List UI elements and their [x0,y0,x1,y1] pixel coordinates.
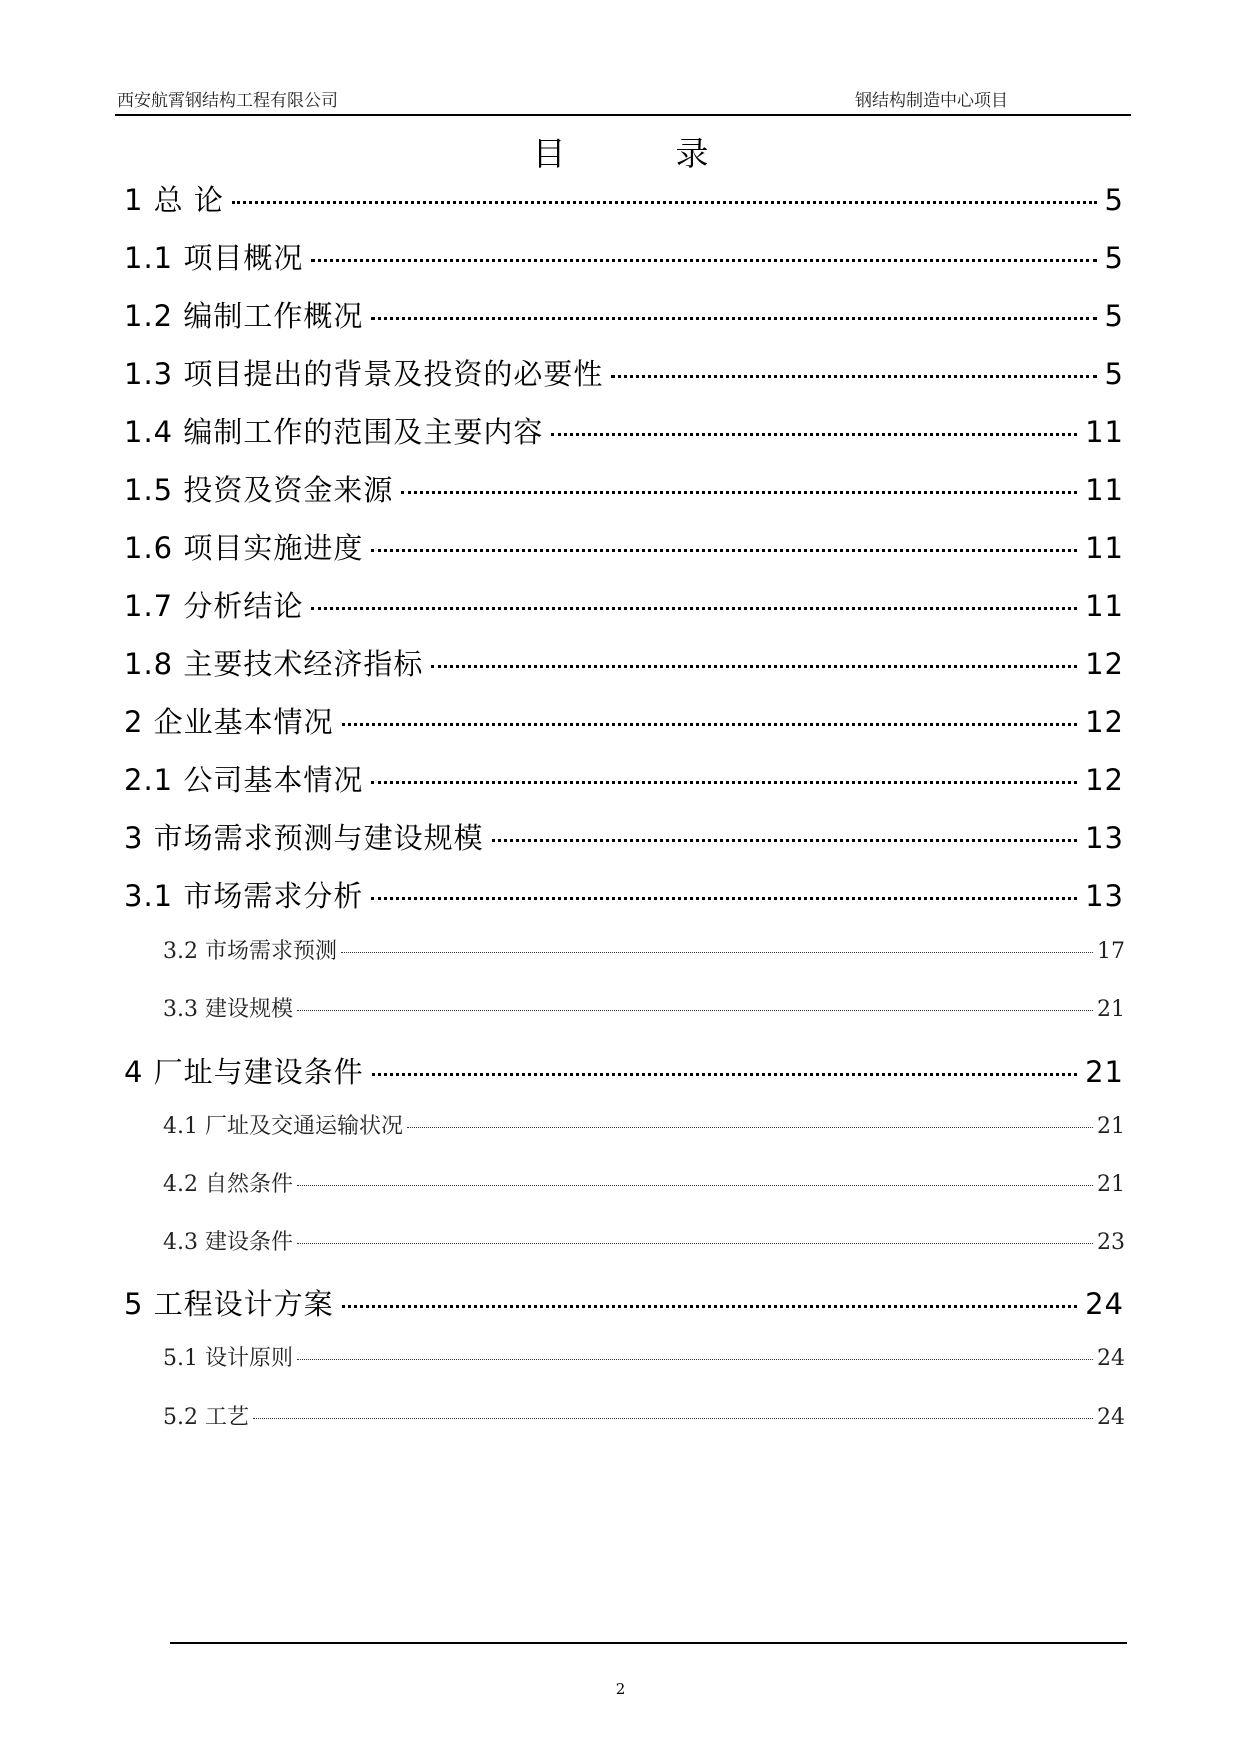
toc-leader-dots [341,952,1093,953]
toc-entry[interactable] [124,236,1124,277]
toc-leader-dots [492,839,1077,842]
toc-leader-dots [551,433,1077,436]
header-company: 西安航霄钢结构工程有限公司 [117,91,338,111]
header-project: 钢结构制造中心项目 [855,91,1008,111]
toc-entry-page: 17 [1097,939,1125,964]
toc-entry[interactable] [163,1167,1125,1198]
toc-leader-dots [297,1359,1093,1360]
toc-leader-dots [371,549,1077,552]
toc-leader-dots [311,607,1077,610]
page-number: 2 [615,1680,626,1698]
toc-entry-label: 5 工程设计方案 [124,1287,334,1321]
toc-entry[interactable] [124,584,1124,625]
toc-leader-dots [372,1073,1077,1076]
toc-entry[interactable] [124,294,1124,335]
toc-entry-label: 1.6 项目实施进度 [124,531,364,565]
toc-entry-label: 2.1 公司基本情况 [124,763,364,797]
toc-entry[interactable] [163,1400,1125,1431]
toc-leader-dots [297,1010,1093,1011]
toc-entry[interactable] [124,526,1124,567]
toc-entry-label: 1.1 项目概况 [124,241,304,275]
toc-entry-page: 11 [1085,473,1124,507]
toc-leader-dots [342,1305,1077,1308]
toc-entry-label: 1.5 投资及资金来源 [124,473,394,507]
toc-entry[interactable] [124,352,1124,393]
toc-entry[interactable] [124,1050,1124,1091]
toc-entry-page: 5 [1104,241,1124,275]
toc-entry[interactable] [124,642,1124,683]
toc-leader-dots [431,665,1077,668]
toc-leader-dots [311,259,1096,262]
toc-entry-page: 5 [1104,357,1124,391]
toc-entry[interactable] [163,934,1125,965]
toc-entry-page: 24 [1085,1287,1124,1321]
toc-entry-page: 13 [1085,879,1124,913]
toc-leader-dots [342,723,1077,726]
toc-entry[interactable] [163,1225,1125,1256]
footer-divider [170,1642,1127,1644]
toc-entry-page: 12 [1085,705,1124,739]
toc-leader-dots [401,491,1077,494]
toc-leader-dots [371,317,1096,320]
toc-entry-label: 1.7 分析结论 [124,589,304,623]
toc-entry-page: 11 [1085,415,1124,449]
toc-entry-label: 1.8 主要技术经济指标 [124,647,424,681]
toc-entry-label: 1.3 项目提出的背景及投资的必要性 [124,357,604,391]
toc-entry-page: 21 [1097,997,1125,1022]
toc-entry-label: 4.2 自然条件 [163,1172,293,1197]
toc-leader-dots [232,201,1097,204]
toc-entry-page: 21 [1097,1114,1125,1139]
toc-entry[interactable] [124,410,1124,451]
toc-entry[interactable] [163,1109,1125,1140]
toc-entry-page: 24 [1097,1346,1125,1371]
header-divider [115,114,1131,116]
toc-entry-page: 11 [1085,589,1124,623]
toc-leader-dots [253,1418,1093,1419]
toc-entry-page: 5 [1104,299,1124,333]
toc-entry[interactable] [124,816,1124,857]
toc-leader-dots [371,781,1077,784]
toc-leader-dots [371,897,1077,900]
toc-entry[interactable] [124,468,1124,509]
toc-entry-label: 5.1 设计原则 [163,1346,293,1371]
toc-entry[interactable] [124,1282,1124,1323]
toc-entry-page: 12 [1085,647,1124,681]
toc-entry-label: 3.1 市场需求分析 [124,879,364,913]
toc-entry-page: 13 [1085,821,1124,855]
toc-entry-page: 24 [1097,1405,1125,1430]
toc-entry[interactable] [124,178,1124,219]
toc-entry-page: 5 [1104,183,1124,217]
toc-entry[interactable] [124,874,1124,915]
toc-entry-label: 4.1 厂址及交通运输状况 [163,1114,403,1139]
toc-entry-label: 2 企业基本情况 [124,705,334,739]
toc-entry-label: 5.2 工艺 [163,1405,249,1430]
toc-entry[interactable] [163,1341,1125,1372]
toc-entry-page: 23 [1097,1230,1125,1255]
toc-entry-label: 3 市场需求预测与建设规模 [124,821,484,855]
toc-entry[interactable] [124,700,1124,741]
toc-entry-label: 4.3 建设条件 [163,1230,293,1255]
toc-entry-page: 21 [1085,1055,1124,1089]
toc-entry-page: 12 [1085,763,1124,797]
toc-entry-label: 1.2 编制工作概况 [124,299,364,333]
toc-leader-dots [297,1185,1093,1186]
toc-leader-dots [297,1243,1093,1244]
toc-entry[interactable] [124,758,1124,799]
toc-title: 目录 [532,134,819,173]
toc-entry-label: 1 总 论 [124,183,224,217]
toc-entry-page: 11 [1085,531,1124,565]
toc-entry-page: 21 [1097,1172,1125,1197]
toc-entry-label: 1.4 编制工作的范围及主要内容 [124,415,544,449]
toc-entry-label: 3.3 建设规模 [163,997,293,1022]
toc-leader-dots [611,375,1096,378]
toc-leader-dots [407,1127,1093,1128]
toc-entry-label: 3.2 市场需求预测 [163,939,337,964]
toc-entry[interactable] [163,992,1125,1023]
toc-entry-label: 4 厂址与建设条件 [124,1055,364,1089]
